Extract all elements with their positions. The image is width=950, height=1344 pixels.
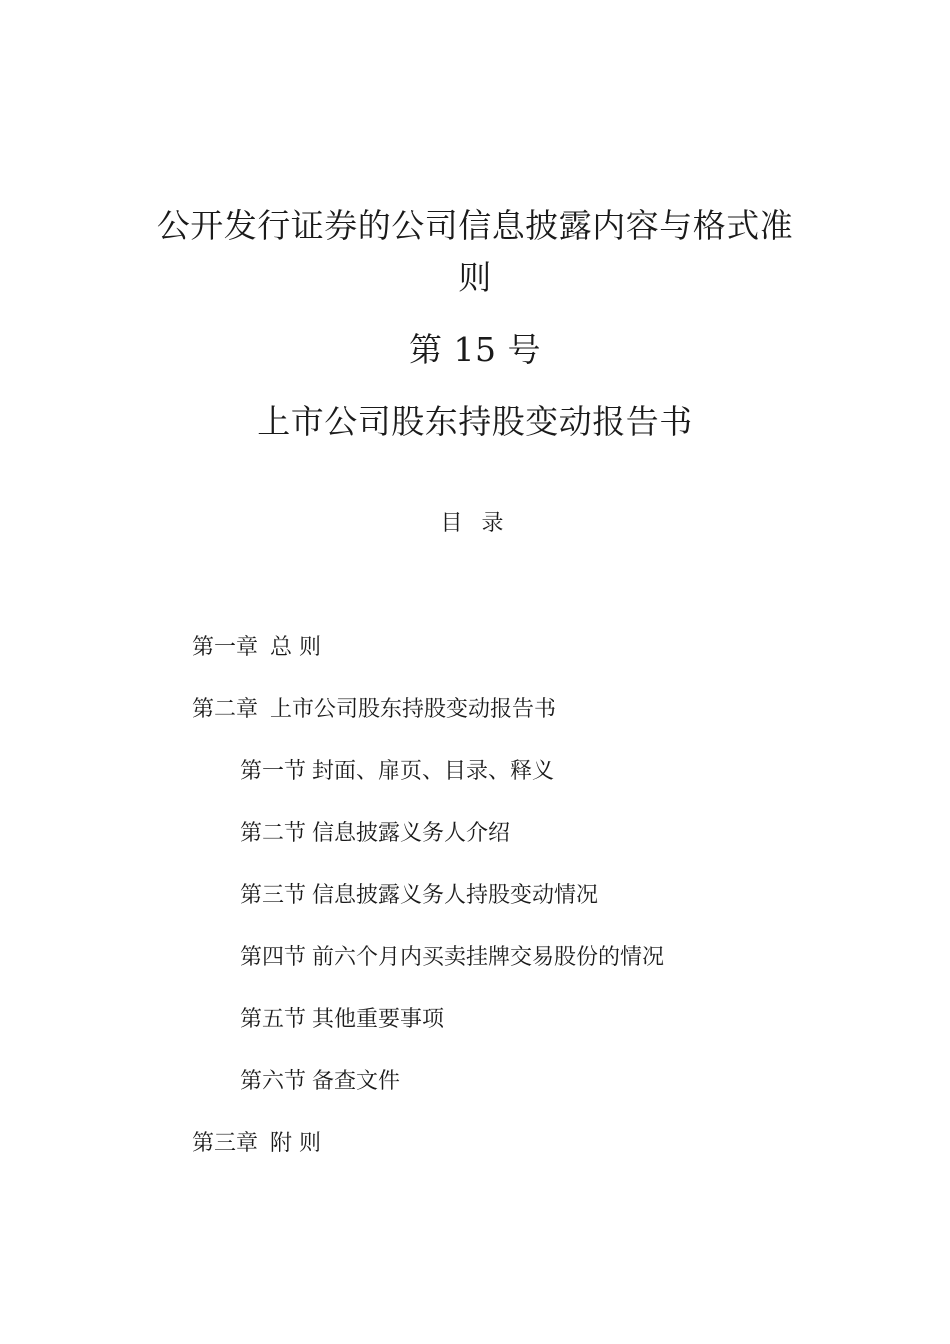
toc-item-text: 信息披露义务人持股变动情况 bbox=[312, 883, 599, 908]
document-title bbox=[150, 200, 800, 448]
toc-item-text: 附 则 bbox=[270, 1131, 322, 1156]
title-line-3: 第 15 号 bbox=[409, 330, 541, 369]
toc-item-text: 备查文件 bbox=[312, 1069, 401, 1094]
title-line-1: 公开发行证券的公司信息披露内容与格式准 bbox=[156, 206, 794, 245]
toc-item-section-2 bbox=[240, 818, 510, 850]
toc-item-text: 上市公司股东持股变动报告书 bbox=[270, 697, 557, 722]
toc-item-number: 第一章 bbox=[192, 635, 259, 660]
toc-item-section-1 bbox=[240, 756, 554, 788]
toc-item-chapter-3 bbox=[192, 1128, 321, 1160]
toc-heading: 目 录 bbox=[440, 511, 510, 536]
toc-item-number: 第一节 bbox=[240, 759, 307, 784]
toc-item-number: 第二节 bbox=[240, 821, 307, 846]
toc-item-section-4 bbox=[240, 942, 664, 974]
title-line-2: 则 bbox=[458, 258, 492, 297]
toc-item-text: 信息披露义务人介绍 bbox=[312, 821, 511, 846]
toc-item-number: 第三节 bbox=[240, 883, 307, 908]
toc-item-section-3 bbox=[240, 880, 598, 912]
toc-item-number: 第二章 bbox=[192, 697, 259, 722]
title-line-4: 上市公司股东持股变动报告书 bbox=[257, 402, 693, 441]
toc-item-text: 封面、扉页、目录、释义 bbox=[312, 759, 555, 784]
toc-item-text: 其他重要事项 bbox=[312, 1007, 445, 1032]
toc-item-section-6 bbox=[240, 1066, 400, 1098]
toc-item-section-5 bbox=[240, 1004, 444, 1036]
toc-item-chapter-2 bbox=[192, 694, 556, 726]
toc-item-number: 第三章 bbox=[192, 1131, 259, 1156]
toc-item-text: 总 则 bbox=[270, 635, 322, 660]
toc-item-text: 前六个月内买卖挂牌交易股份的情况 bbox=[312, 945, 665, 970]
toc-item-chapter-1 bbox=[192, 632, 321, 664]
toc-item-number: 第六节 bbox=[240, 1069, 307, 1094]
toc-item-number: 第五节 bbox=[240, 1007, 307, 1032]
toc-item-number: 第四节 bbox=[240, 945, 307, 970]
